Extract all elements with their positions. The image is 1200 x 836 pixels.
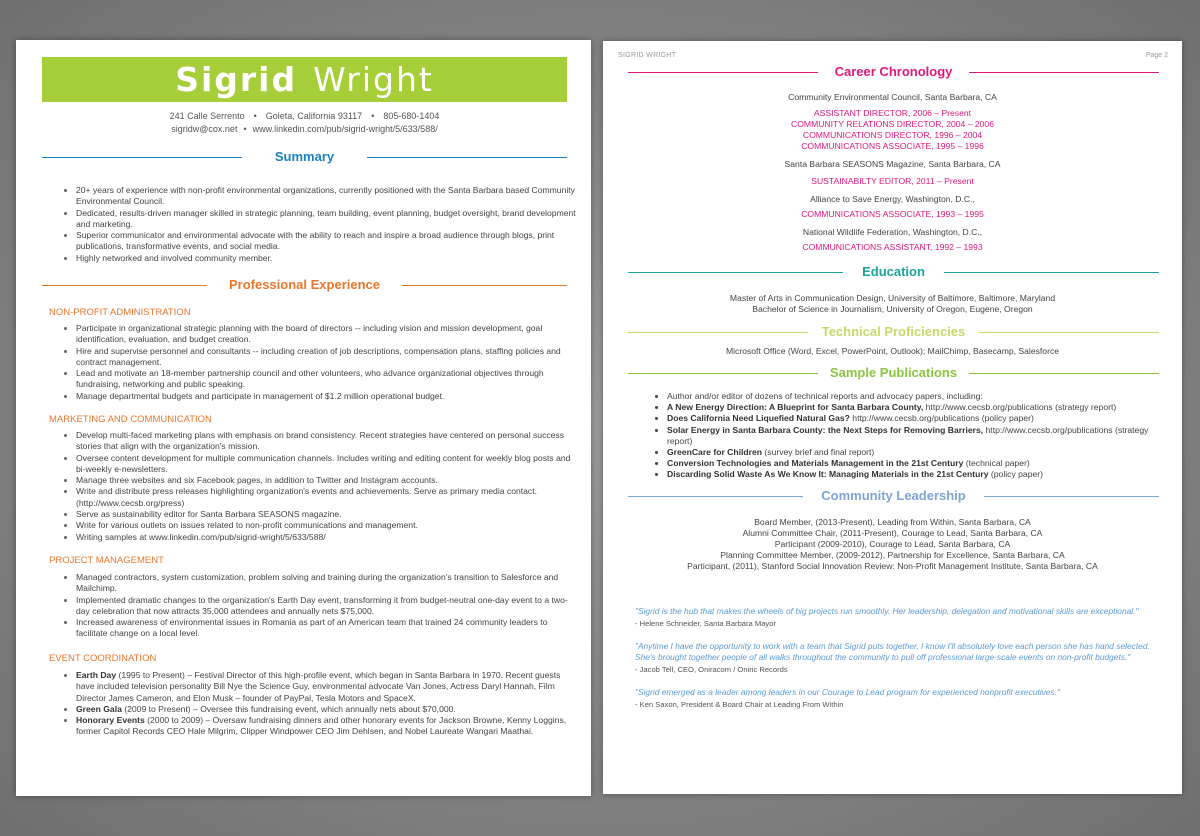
page-header-name: SIGRID WRIGHT bbox=[618, 52, 677, 59]
summary-heading: Summary bbox=[42, 149, 567, 165]
technical-heading: Technical Proficiencies bbox=[628, 324, 1159, 340]
org-seasons: Santa Barbara SEASONS Magazine, Santa Barbara, CA bbox=[784, 159, 1001, 169]
degree: Bachelor of Science in Journalism, University of Oregon, Eugene, Oregon bbox=[752, 304, 1033, 314]
list-item: • 20+ years of experience with non-profit environmental organizations, currently positioned with the Santa Barbara based Community Environmental Council. bbox=[76, 185, 581, 208]
first-name: Sigrid bbox=[175, 60, 298, 99]
list-item: • Lead and motivate an 18-member partnership council and other volunteers, who advance organizational objectives through fundraising, networking and public speaking. bbox=[76, 368, 581, 391]
publications-list bbox=[653, 391, 1167, 481]
education-heading: Education bbox=[628, 264, 1159, 280]
community-role: Participant (2009-2010), Courage to Lead, Santa Barbara, CA bbox=[774, 539, 1011, 549]
resume-page-1 bbox=[16, 40, 591, 796]
testimonial-quote: "Sigrid emerged as a leader among leaders in our Courage to Lead program for experienced nonprofit executives." bbox=[635, 687, 1060, 697]
list-item: • Increased awareness of environmental issues in Romania as part of an American team that trained 24 community leaders to facilitate change on a local level. bbox=[76, 617, 581, 640]
testimonial-author: - Jacob Tell, CEO, Oniracom / Oniric Records bbox=[635, 665, 788, 674]
list-item: • Superior communicator and environmental advocate with the ability to reach and inspire a broad audience through blogs, print publications, transformative events, and social media. bbox=[76, 230, 581, 253]
community-heading: Community Leadership bbox=[628, 488, 1159, 504]
project-list bbox=[64, 572, 581, 640]
testimonial-quote: "Anytime I have the opportunity to work with a team that Sigrid puts together, I know I'll absolutely love each person she has hand selected. She's brought together people of all walks throughout the community to pull off professional large-scale events on non-profit budgets." bbox=[635, 641, 1150, 662]
list-item: • Participate in organizational strategic planning with the board of directors -- including vision and mission development, goal identification, evaluation, and budget creation. bbox=[76, 323, 581, 346]
degree: Master of Arts in Communication Design, University of Baltimore, Baltimore, Maryland bbox=[729, 293, 1056, 303]
org-cec: Community Environmental Council, Santa Barbara, CA bbox=[788, 92, 997, 102]
list-item: • Conversion Technologies and Materials Management in the 21st Century (technical paper) bbox=[667, 458, 1167, 469]
list-item: • GreenCare for Children (survey brief and final report) bbox=[667, 447, 1167, 458]
marketing-subheading: MARKETING AND COMMUNICATION bbox=[49, 414, 212, 425]
technical-skills: Microsoft Office (Word, Excel, PowerPoint, Outlook); MailChimp, Basecamp, Salesforce bbox=[725, 346, 1060, 356]
role: COMMUNICATIONS ASSISTANT, 1992 – 1993 bbox=[802, 242, 983, 252]
role: COMMUNICATIONS ASSOCIATE, 1995 – 1996 bbox=[801, 141, 984, 151]
role: COMMUNICATIONS ASSOCIATE, 1993 – 1995 bbox=[801, 209, 984, 219]
list-item: • Green Gala (2009 to Present) – Oversee this fundraising event, which annually nets about $70,000. bbox=[76, 704, 581, 715]
list-item: • Managed contractors, system customization, problem solving and training during the organization's transition to Salesforce and Mailchimp. bbox=[76, 572, 581, 595]
contact-line-2: sigridw@cox.net • www.linkedin.com/pub/sigrid-wright/5/633/588/ bbox=[171, 124, 438, 134]
career-heading: Career Chronology bbox=[628, 64, 1159, 80]
role: COMMUNICATIONS DIRECTOR, 1996 – 2004 bbox=[802, 130, 983, 140]
resume-page-2 bbox=[603, 41, 1182, 794]
contact-line-1: 241 Calle Serrento • Goleta, California 93117 • 805-680-1404 bbox=[169, 111, 440, 121]
list-item: • Write and distribute press releases highlighting organization's events and achievements. Serve as primary media contact. (http://www.cecsb.org/press) bbox=[76, 486, 581, 509]
publications-heading: Sample Publications bbox=[628, 365, 1159, 381]
community-role: Alumni Committee Chair, (2011-Present), Courage to Lead, Santa Barbara, CA bbox=[742, 528, 1043, 538]
city: Goleta, California 93117 bbox=[265, 111, 363, 121]
list-item: • Manage departmental budgets and participate in management of $1.2 million operational budget. bbox=[76, 391, 581, 402]
event-list bbox=[64, 670, 581, 738]
role: SUSTAINABILTY EDITOR, 2011 – Present bbox=[811, 176, 974, 186]
org-alliance: Alliance to Save Energy, Washington, D.C., bbox=[810, 194, 975, 204]
project-subheading: PROJECT MANAGEMENT bbox=[49, 555, 164, 566]
list-item: • Author and/or editor of dozens of technical reports and advocacy papers, including: bbox=[667, 391, 1167, 402]
list-item: • Manage three websites and six Facebook pages, in addition to Twitter and Instagram accounts. bbox=[76, 475, 581, 486]
phone: 805-680-1404 bbox=[383, 111, 440, 121]
list-item: • Hire and supervise personnel and consultants -- including creation of job descriptions, compensation plans, staffing policies and contract management. bbox=[76, 346, 581, 369]
list-item: • Solar Energy in Santa Barbara County: the Next Steps for Removing Barriers, http://www.cecsb.org/publications (strategy report) bbox=[667, 425, 1167, 447]
list-item: • Honorary Events (2000 to 2009) – Oversaw fundraising dinners and other honorary events for Jackson Browne, Kenny Loggins, former Capitol Records CEO Hale Milgrim, Clipper Windpower CEO Jim Dehlsen, and Nobel Laureate Wangari Maathai. bbox=[76, 715, 581, 738]
list-item: • A New Energy Direction: A Blueprint for Santa Barbara County, http://www.cecsb.org/publications (strategy report) bbox=[667, 402, 1167, 413]
testimonial-author: - Ken Saxon, President & Board Chair at Leading From Within bbox=[635, 700, 844, 709]
list-item: • Does California Need Liquefied Natural Gas? http://www.cecsb.org/publications (policy paper) bbox=[667, 413, 1167, 424]
email[interactable]: sigridw@cox.net bbox=[171, 124, 238, 134]
testimonial-quote: "Sigrid is the hub that makes the wheels of big projects run smoothly. Her leadership, delegation and motivational skills are exceptional." bbox=[635, 606, 1139, 616]
list-item: • Serve as sustainability editor for Santa Barbara SEASONS magazine. bbox=[76, 509, 581, 520]
page-number: Page 2 bbox=[1145, 52, 1168, 59]
linkedin-link[interactable]: www.linkedin.com/pub/sigrid-wright/5/633/588/ bbox=[252, 124, 438, 134]
list-item: • Oversee content development for multiple communication channels. Includes writing and editing content for weekly blog posts and bi-weekly e-newsletters. bbox=[76, 453, 581, 476]
org-nwf: National Wildlife Federation, Washington, D.C., bbox=[802, 227, 983, 237]
experience-heading: Professional Experience bbox=[42, 277, 567, 293]
list-item: • Earth Day (1995 to Present) – Festival Director of this high-profile event, which began in Santa Barbara in 1970. Recent guests have included television personality Bill Nye the Science Guy, environmental advocate Van Jones, Actress Daryl Hannah, Film Director James Cameron, and Elon Musk – founder of PayPal, Tesla Motors and SpaceX. bbox=[76, 670, 581, 704]
summary-list bbox=[64, 185, 581, 264]
list-item: • Implemented dramatic changes to the organization's Earth Day event, transforming it from budget-neutral one-day event to a two-day celebration that now attracts 35,000 attendees and annually nets $75,000. bbox=[76, 595, 581, 618]
list-item: • Discarding Solid Waste As We Know It: Managing Materials in the 21st Century (policy paper) bbox=[667, 469, 1167, 480]
testimonial-author: - Helene Schneider, Santa Barbara Mayor bbox=[635, 619, 776, 628]
name-banner bbox=[42, 57, 567, 102]
community-role: Participant, (2011), Stanford Social Innovation Review: Non-Profit Management Institute, Santa Barbara, CA bbox=[687, 561, 1098, 571]
list-item: • Develop multi-faced marketing plans with emphasis on brand consistency. Recent strategies have centered on personal success stories that align with the organization's mission. bbox=[76, 430, 581, 453]
nonprofit-subheading: NON-PROFIT ADMINISTRATION bbox=[49, 307, 191, 318]
list-item: • Write for various outlets on issues related to non-profit communications and management. bbox=[76, 520, 581, 531]
address: 241 Calle Serrento bbox=[169, 111, 245, 121]
list-item: • Dedicated, results-driven manager skilled in strategic planning, team building, event planning, budget oversight, brand development and marketing. bbox=[76, 208, 581, 231]
last-name: Wright bbox=[313, 60, 434, 99]
role: COMMUNITY RELATIONS DIRECTOR, 2004 – 2006 bbox=[791, 119, 994, 129]
role: ASSISTANT DIRECTOR, 2006 – Present bbox=[813, 108, 972, 118]
list-item: • Highly networked and involved community member. bbox=[76, 253, 581, 264]
community-role: Planning Committee Member, (2009-2012), Partnership for Excellence, Santa Barbara, CA bbox=[720, 550, 1065, 560]
marketing-list bbox=[64, 430, 581, 543]
list-item: • Writing samples at www.linkedin.com/pub/sigrid-wright/5/633/588/ bbox=[76, 532, 581, 543]
nonprofit-list bbox=[64, 323, 581, 402]
event-subheading: EVENT COORDINATION bbox=[49, 653, 157, 664]
community-role: Board Member, (2013-Present), Leading from Within, Santa Barbara, CA bbox=[754, 517, 1031, 527]
